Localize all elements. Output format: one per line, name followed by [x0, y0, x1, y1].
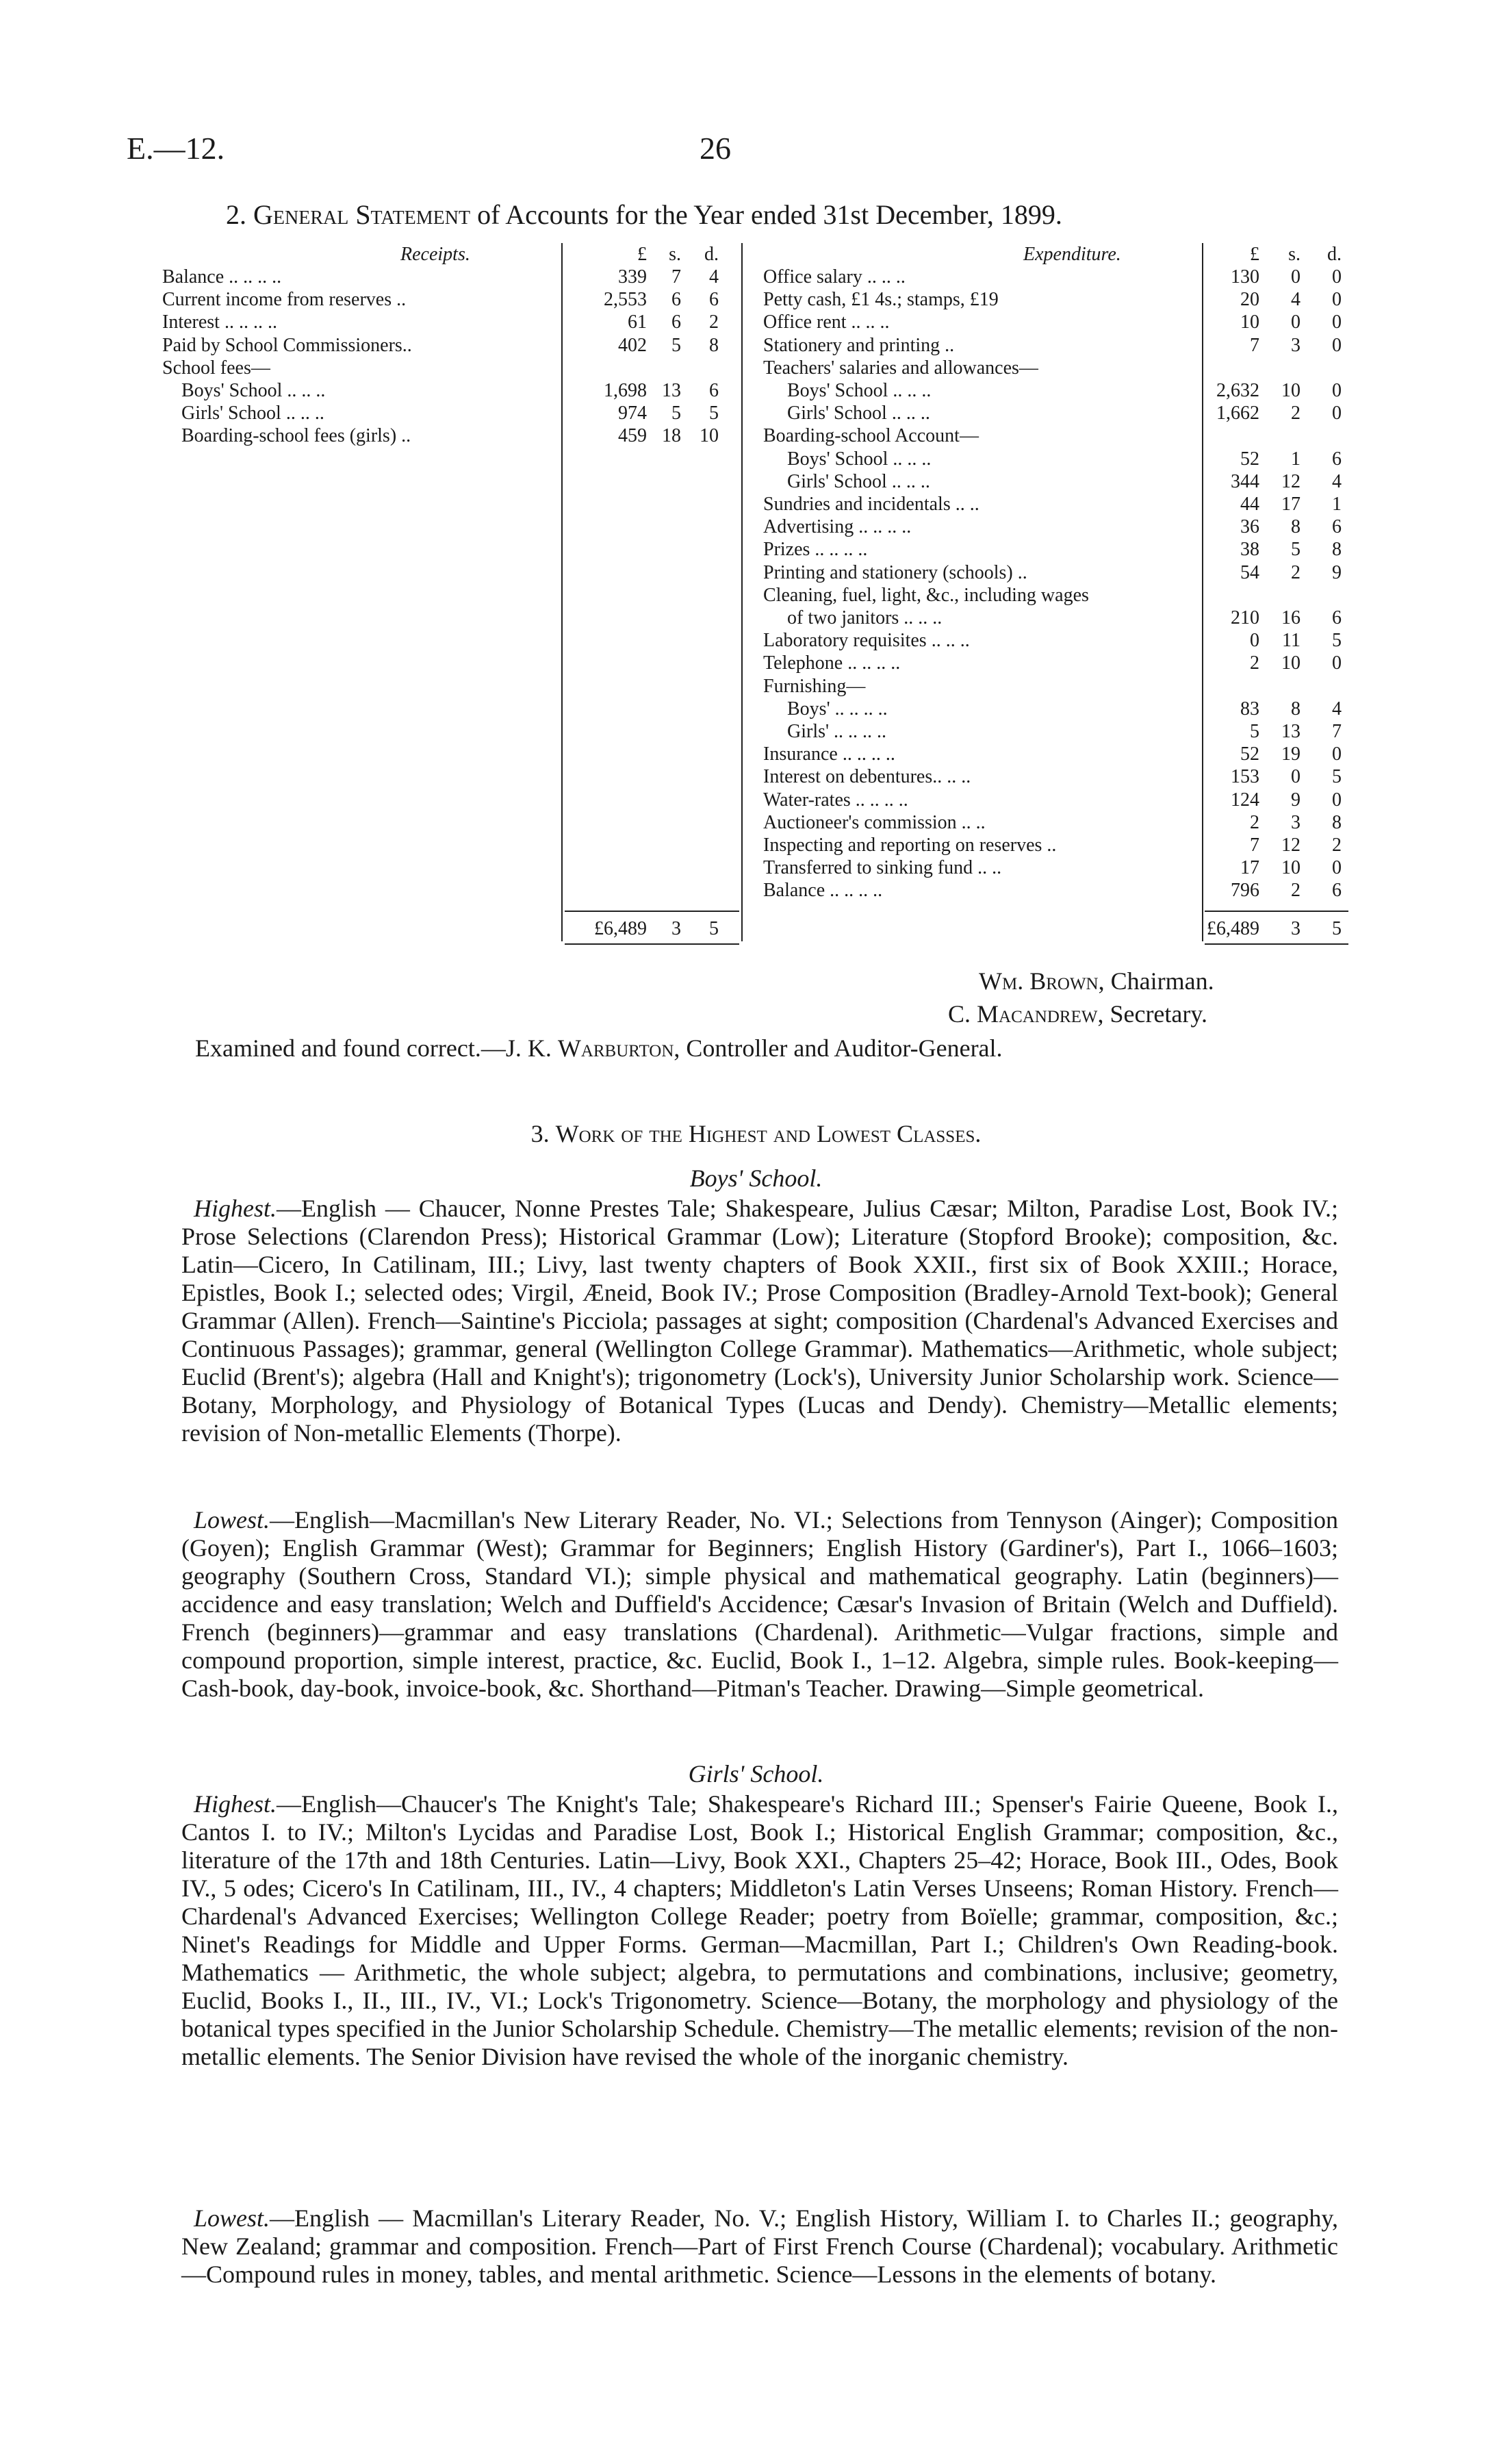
- expenditure-heading: Expenditure.: [1023, 244, 1121, 265]
- expenditure-pence: 0: [1332, 380, 1342, 401]
- expenditure-pence: 0: [1332, 266, 1342, 288]
- expenditure-shillings: 0: [1291, 266, 1300, 288]
- girls-highest-text: —English—Chaucer's The Knight's Tale; Shakespeare's Richard III.; Spenser's Fairie Queene, Book I., Cantos I. to IV.; Milton's Lycidas and Paradise Lost, Book I.; Historical English Grammar; composition, &c., literature of the 17th and 18th Centuries. Latin—Livy, Book XXI., Chapters 25–42; Horace, Book III., Odes, Book IV., 5 odes; Cicero's In Catilinam, III., IV., 4 chapters; Middleton's Latin Verses Unseens; Roman History. French—Chardenal's Advanced Exercises; Wellington College Reader; poetry from Boïelle; grammar, composition, &c.; Ninet's Readings for Middle and Upper Forms. German—Macmillan, Part I.; Children's Own Reading-book. Mathematics — Arithmetic, the whole subject; algebra, to permutations and combinations, inclusive; geometry, Euclid, Books I., II., III., IV., VI.; Lock's Trigonometry. Science—Botany, the morphology and physiology of the botanical types specified in the Junior Scholarship Schedule. Chemistry—The metallic elements; revision of the non-metallic elements. The Senior Division have revised the whole of the inorganic chemistry.: [181, 1790, 1338, 2070]
- girls-lowest-paragraph: [181, 2204, 1338, 2289]
- expenditure-label: Furnishing—: [763, 675, 866, 697]
- expenditure-label: of two janitors .. .. ..: [787, 607, 943, 628]
- receipt-pounds: 61: [628, 311, 647, 333]
- work-title-number: 3.: [530, 1120, 550, 1147]
- expenditure-pounds: 54: [1240, 561, 1259, 583]
- receipts-total-pence: 5: [709, 918, 719, 939]
- expenditure-row: [0, 448, 1512, 470]
- page-number: 26: [700, 131, 731, 166]
- girls-highest-lead: Highest.: [194, 1790, 277, 1818]
- receipt-pounds: 459: [618, 425, 647, 447]
- receipts-pounds-header: £: [637, 244, 647, 265]
- expenditure-shillings: 3: [1291, 811, 1300, 833]
- expenditure-pence: 9: [1332, 561, 1342, 583]
- expenditure-pounds: 210: [1231, 607, 1259, 628]
- expenditure-label: Boys' School .. .. ..: [787, 448, 932, 470]
- expenditure-pounds: 36: [1240, 516, 1259, 538]
- expenditure-row: [0, 720, 1512, 743]
- work-title-smallcaps: Work of the Highest and Lowest Classes.: [555, 1120, 982, 1147]
- expenditure-shillings: 1: [1291, 448, 1300, 470]
- expenditure-pounds: 1,662: [1216, 403, 1259, 424]
- expenditure-row: [0, 675, 1512, 698]
- expenditure-label: Water-rates .. .. .. ..: [763, 789, 908, 811]
- expenditure-shillings: 0: [1291, 766, 1300, 788]
- expenditure-total-rule-top: [1205, 911, 1348, 912]
- expenditure-label: Girls' School .. .. ..: [787, 403, 930, 424]
- receipt-label: Girls' School .. .. ..: [181, 403, 324, 424]
- receipt-pence: 6: [709, 289, 719, 311]
- expenditure-pounds: 130: [1231, 266, 1259, 288]
- expenditure-row: [0, 811, 1512, 834]
- expenditure-shillings: 8: [1291, 516, 1300, 538]
- expenditure-pounds: 52: [1240, 743, 1259, 765]
- expenditure-row: [0, 402, 1512, 424]
- receipt-label: Paid by School Commissioners..: [162, 334, 412, 356]
- expenditure-row: [0, 652, 1512, 674]
- expenditure-shillings: 11: [1282, 630, 1300, 652]
- girls-lowest-text: —English — Macmillan's Literary Reader, No. V.; English History, William I. to Charles II.; geography, New Zealand; grammar and composition. French—Part of First French Course (Chardenal); vocabulary. Arithmetic—Compound rules in money, tables, and mental arithmetic. Science—Lessons in the elements of botany.: [181, 2204, 1338, 2288]
- expenditure-pence: 0: [1332, 334, 1342, 356]
- auditor-role: Controller and Auditor-General.: [686, 1034, 1003, 1062]
- expenditure-row: [0, 629, 1512, 652]
- boys-highest-text: —English — Chaucer, Nonne Prestes Tale; Shakespeare, Julius Cæsar; Milton, Paradise Lost, Book IV.; Prose Selections (Clarendon Press); Historical Grammar (Low); Literature (Stopford Brooke); composition, &c. Latin—Cicero, In Catilinam, III.; Livy, last twenty chapters of Book XXII., first six of Book XXIII.; Horace, Epistles, Book I.; selected odes; Virgil, Æneid, Book IV.; Prose Composition (Bradley-Arnold Text-book); General Grammar (Allen). French—Saintine's Picciola; passages at sight; composition (Chardenal's Advanced Exercises and Continuous Passages); grammar, general (Wellington College Grammar). Mathematics—Arithmetic, whole subject; Euclid (Brent's); algebra (Hall and Knight's); trigonometry (Lock's), University Junior Scholarship work. Science—Botany, Morphology, and Physiology of Botanical Types (Lucas and Dendy). Chemistry—Metallic elements; revision of Non-metallic Elements (Thorpe).: [181, 1195, 1338, 1447]
- receipt-shillings: 5: [671, 334, 681, 356]
- expenditure-pence: 2: [1332, 835, 1342, 856]
- expenditure-pence: 5: [1332, 630, 1342, 652]
- receipts-pence-header: d.: [704, 244, 719, 265]
- expenditure-shillings: 17: [1281, 494, 1300, 515]
- receipt-pence: 8: [709, 334, 719, 356]
- expenditure-row: [0, 357, 1512, 379]
- girls-lowest-lead: Lowest.: [194, 2204, 270, 2232]
- receipt-pounds: 974: [618, 403, 647, 424]
- receipt-shillings: 7: [671, 266, 681, 288]
- receipt-shillings: 6: [671, 289, 681, 311]
- expenditure-pence: 0: [1332, 857, 1342, 879]
- expenditure-row: [0, 311, 1512, 333]
- receipts-shillings-header: s.: [669, 244, 681, 265]
- expenditure-row: [0, 379, 1512, 402]
- expenditure-row: [0, 765, 1512, 788]
- expenditure-label: Balance .. .. .. ..: [763, 880, 883, 902]
- expenditure-shillings: 4: [1291, 289, 1300, 311]
- secretary-signature: [948, 1000, 1207, 1028]
- expenditure-pounds: 52: [1240, 448, 1259, 470]
- receipt-pounds: 1,698: [604, 380, 647, 401]
- receipt-pence: 6: [709, 380, 719, 401]
- expenditure-pence: 4: [1332, 470, 1342, 492]
- expenditure-pounds: 10: [1240, 311, 1259, 333]
- expenditure-row: [0, 607, 1512, 629]
- receipt-label: Balance .. .. .. ..: [162, 266, 282, 288]
- expenditure-label: Girls' .. .. .. ..: [787, 721, 887, 742]
- expenditure-pounds: 20: [1240, 289, 1259, 311]
- expenditure-shillings: 13: [1281, 721, 1300, 742]
- expenditure-pounds: 7: [1250, 835, 1259, 856]
- expenditure-pounds: 5: [1250, 721, 1259, 742]
- expenditure-label: Office rent .. .. ..: [763, 311, 890, 333]
- expenditure-label: Insurance .. .. .. ..: [763, 743, 895, 765]
- receipts-total-rule-top: [565, 911, 739, 912]
- expenditure-pence: 0: [1332, 403, 1342, 424]
- expenditure-row: [0, 493, 1512, 516]
- receipts-total-shillings: 3: [671, 918, 681, 939]
- expenditure-total-rule-bottom: [1205, 943, 1348, 945]
- expenditure-label: Interest on debentures.. .. ..: [763, 766, 971, 788]
- receipt-pence: 10: [700, 425, 719, 447]
- expenditure-pence: 6: [1332, 607, 1342, 628]
- expenditure-pence: 6: [1332, 516, 1342, 538]
- expenditure-label: Boarding-school Account—: [763, 425, 979, 447]
- expenditure-shillings: 10: [1281, 380, 1300, 401]
- expenditure-label: Telephone .. .. .. ..: [763, 652, 901, 674]
- expenditure-label: Laboratory requisites .. .. ..: [763, 630, 970, 652]
- expenditure-pounds: 124: [1231, 789, 1259, 811]
- expenditure-label: Boys' School .. .. ..: [787, 380, 932, 401]
- expenditure-total-pence: 5: [1332, 918, 1342, 939]
- expenditure-label: Printing and stationery (schools) ..: [763, 561, 1027, 583]
- page-reference: E.—12.: [127, 131, 225, 166]
- expenditure-pence-header: d.: [1327, 244, 1342, 265]
- table-center-rule: [741, 243, 743, 941]
- expenditure-pounds: 153: [1231, 766, 1259, 788]
- expenditure-row: [0, 789, 1512, 811]
- expenditure-pence: 4: [1332, 698, 1342, 720]
- expenditure-shillings: 12: [1281, 835, 1300, 856]
- expenditure-total-pounds: £6,489: [1207, 918, 1259, 939]
- expenditure-shillings: 2: [1291, 403, 1300, 424]
- expenditure-shillings: 12: [1281, 470, 1300, 492]
- expenditure-pounds: 2,632: [1216, 380, 1259, 401]
- expenditure-label: Prizes .. .. .. ..: [763, 539, 868, 561]
- expenditure-pounds: 7: [1250, 334, 1259, 356]
- receipt-shillings: 5: [671, 403, 681, 424]
- expenditure-label: Advertising .. .. .. ..: [763, 516, 912, 538]
- receipt-shillings: 18: [662, 425, 681, 447]
- expenditure-label: Office salary .. .. ..: [763, 266, 906, 288]
- expenditure-shillings: 10: [1281, 652, 1300, 674]
- receipt-pence: 4: [709, 266, 719, 288]
- expenditure-row: [0, 879, 1512, 902]
- expenditure-pounds: 17: [1240, 857, 1259, 879]
- expenditure-label: Teachers' salaries and allowances—: [763, 357, 1038, 379]
- expenditure-shillings: 2: [1291, 561, 1300, 583]
- boys-lowest-paragraph: [181, 1506, 1338, 1703]
- expenditure-pence: 0: [1332, 652, 1342, 674]
- girls-highest-paragraph: [181, 1790, 1338, 2071]
- receipts-total-pounds: £6,489: [594, 918, 647, 939]
- expenditure-label: Sundries and incidentals .. ..: [763, 494, 979, 515]
- expenditure-shillings: 5: [1291, 539, 1300, 561]
- expenditure-shillings: 16: [1281, 607, 1300, 628]
- expenditure-pence: 0: [1332, 289, 1342, 311]
- expenditure-label-rule: [1202, 243, 1203, 941]
- expenditure-row: [0, 334, 1512, 357]
- expenditure-pounds: 2: [1250, 811, 1259, 833]
- audit-statement: [195, 1034, 1003, 1063]
- girls-school-heading: Girls' School.: [688, 1760, 824, 1788]
- expenditure-label: Petty cash, £1 4s.; stamps, £19: [763, 289, 999, 311]
- receipt-pence: 5: [709, 403, 719, 424]
- accounts-title-number: 2.: [226, 199, 246, 230]
- accounts-title-rest: of Accounts for the Year ended 31st December, 1899.: [477, 199, 1062, 230]
- expenditure-total-row: [0, 917, 1512, 940]
- expenditure-row: [0, 424, 1512, 447]
- expenditure-pounds: 2: [1250, 652, 1259, 674]
- expenditure-label: Auctioneer's commission .. ..: [763, 811, 986, 833]
- expenditure-label: Cleaning, fuel, light, &c., including wages: [763, 584, 1089, 606]
- expenditure-pounds: 344: [1231, 470, 1259, 492]
- expenditure-pence: 8: [1332, 811, 1342, 833]
- expenditure-pence: 6: [1332, 880, 1342, 902]
- receipt-pence: 2: [709, 311, 719, 333]
- receipt-label: School fees—: [162, 357, 270, 379]
- boys-lowest-text: —English—Macmillan's New Literary Reader, No. VI.; Selections from Tennyson (Ainger); Composition (Goyen); English Grammar (West); Grammar for Beginners; English History (Gardiner's), Part I., 1066–1603; geography (Southern Cross, Standard VI.); simple physical and mathematical geography. Latin (beginners)—accidence and easy translation; Welch and Duffield's Accidence; Cæsar's Invasion of Britain (Welch and Duffield). French (beginners)—grammar and easy translations (Chardenal). Arithmetic—Vulgar fractions, simple and compound proportion, simple interest, practice, &c. Euclid, Book I., 1–12. Algebra, simple rules. Book-keeping—Cash-book, day-book, invoice-book, &c. Shorthand—Pitman's Teacher. Drawing—Simple geometrical.: [181, 1506, 1338, 1702]
- work-section-title: [0, 1119, 1512, 1148]
- expenditure-shillings-header: s.: [1288, 244, 1300, 265]
- receipt-pounds: 402: [618, 334, 647, 356]
- expenditure-row: [0, 834, 1512, 856]
- expenditure-pence: 5: [1332, 766, 1342, 788]
- accounts-title: [226, 199, 1362, 231]
- receipt-label: Interest .. .. .. ..: [162, 311, 277, 333]
- receipt-pounds: 2,553: [604, 289, 647, 311]
- expenditure-row: [0, 266, 1512, 288]
- auditor-name: Warburton,: [557, 1034, 680, 1062]
- expenditure-row: [0, 516, 1512, 538]
- chairman-name: Wm. Brown,: [979, 967, 1105, 995]
- secretary-name: C. Macandrew,: [948, 1000, 1104, 1028]
- expenditure-shillings: 8: [1291, 698, 1300, 720]
- receipt-shillings: 6: [671, 311, 681, 333]
- receipts-total-rule-bottom: [565, 943, 739, 945]
- receipt-label: Current income from reserves ..: [162, 289, 407, 311]
- receipts-heading: Receipts.: [400, 244, 470, 265]
- expenditure-pence: 1: [1332, 494, 1342, 515]
- expenditure-shillings: 0: [1291, 311, 1300, 333]
- expenditure-pounds: 0: [1250, 630, 1259, 652]
- expenditure-row: [0, 470, 1512, 493]
- receipt-label: Boarding-school fees (girls) ..: [181, 425, 411, 447]
- expenditure-total-shillings: 3: [1291, 918, 1300, 939]
- expenditure-pounds: 44: [1240, 494, 1259, 515]
- expenditure-shillings: 2: [1291, 880, 1300, 902]
- expenditure-pence: 0: [1332, 743, 1342, 765]
- expenditure-pounds: 38: [1240, 539, 1259, 561]
- expenditure-pence: 0: [1332, 311, 1342, 333]
- chairman-role: Chairman.: [1110, 967, 1214, 995]
- boys-highest-paragraph: [181, 1195, 1338, 1447]
- expenditure-row: [0, 584, 1512, 607]
- expenditure-pence: 6: [1332, 448, 1342, 470]
- chairman-signature: [979, 967, 1214, 995]
- expenditure-shillings: 19: [1281, 743, 1300, 765]
- expenditure-label: Stationery and printing ..: [763, 334, 955, 356]
- expenditure-row: [0, 561, 1512, 584]
- receipt-shillings: 13: [662, 380, 681, 401]
- receipt-label: Boys' School .. .. ..: [181, 380, 326, 401]
- expenditure-label: Inspecting and reporting on reserves ..: [763, 835, 1057, 856]
- expenditure-shillings: 10: [1281, 857, 1300, 879]
- expenditure-shillings: 9: [1291, 789, 1300, 811]
- expenditure-pounds: 796: [1231, 880, 1259, 902]
- boys-lowest-lead: Lowest.: [194, 1506, 270, 1534]
- expenditure-pounds: 83: [1240, 698, 1259, 720]
- expenditure-pounds-header: £: [1250, 244, 1259, 265]
- expenditure-label: Boys' .. .. .. ..: [787, 698, 888, 720]
- expenditure-label: Girls' School .. .. ..: [787, 470, 930, 492]
- secretary-role: Secretary.: [1110, 1000, 1208, 1028]
- expenditure-row: [0, 856, 1512, 879]
- expenditure-pence: 0: [1332, 789, 1342, 811]
- expenditure-row: [0, 743, 1512, 765]
- expenditure-pence: 8: [1332, 539, 1342, 561]
- audit-prefix: Examined and found correct.—J. K.: [195, 1034, 552, 1062]
- receipt-pounds: 339: [618, 266, 647, 288]
- expenditure-label: Transferred to sinking fund .. ..: [763, 857, 1002, 879]
- expenditure-shillings: 3: [1291, 334, 1300, 356]
- boys-school-heading: Boys' School.: [689, 1165, 823, 1192]
- boys-highest-lead: Highest.: [194, 1195, 277, 1222]
- expenditure-row: [0, 698, 1512, 720]
- accounts-title-smallcaps: General Statement: [253, 199, 471, 230]
- expenditure-row: [0, 538, 1512, 561]
- receipts-label-rule: [561, 243, 563, 941]
- expenditure-pence: 7: [1332, 721, 1342, 742]
- expenditure-row: [0, 288, 1512, 311]
